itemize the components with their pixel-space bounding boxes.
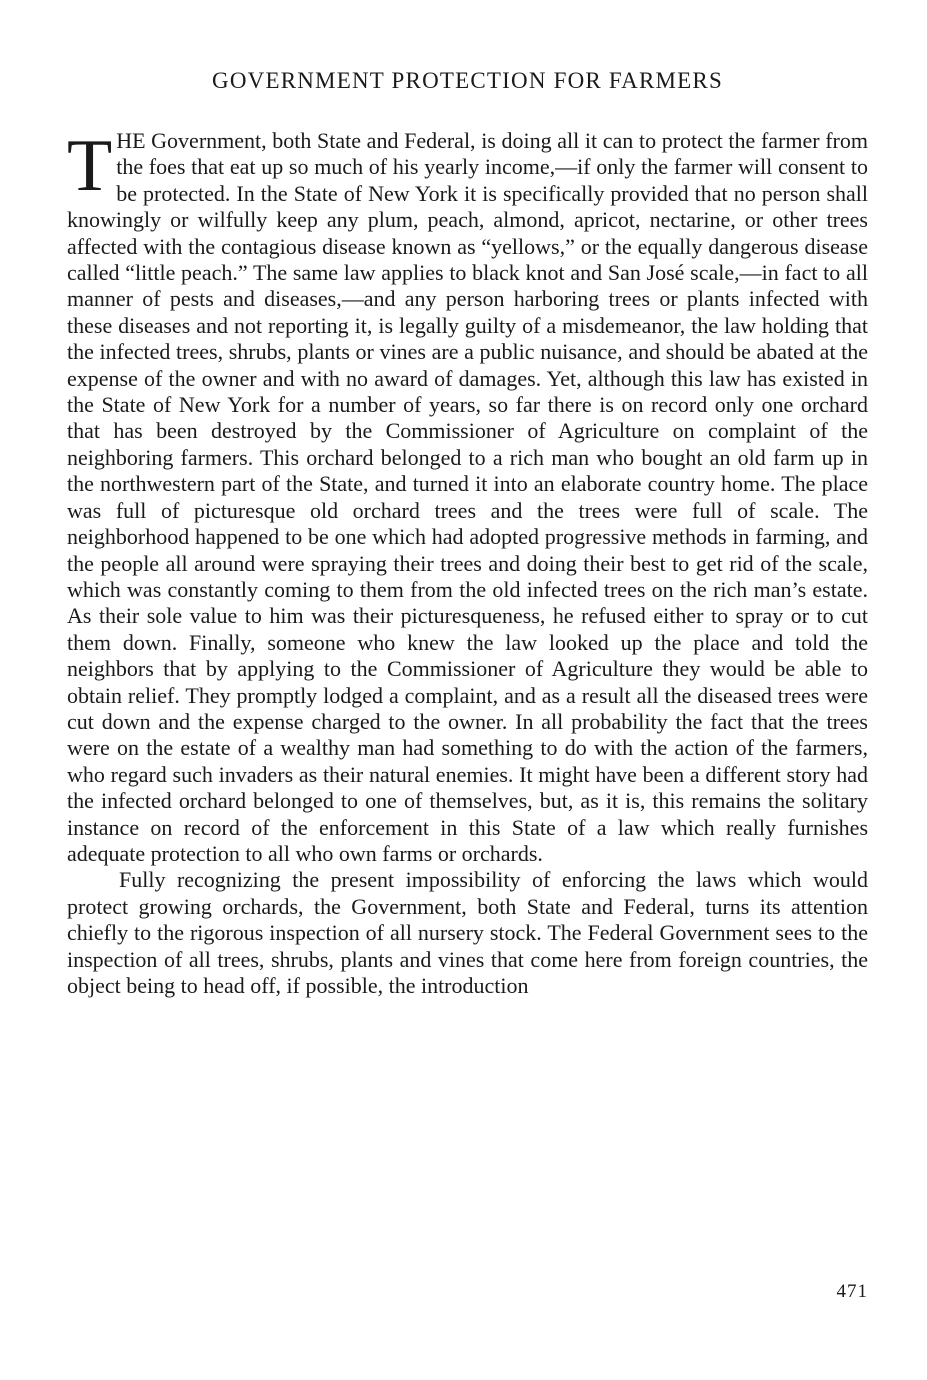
running-head-title: GOVERNMENT PROTECTION FOR FARMERS <box>212 68 723 93</box>
page-number: 471 <box>836 1281 868 1302</box>
paragraph-1-text: HE Government, both State and Federal, is doing all it can to protect the farmer from the foes that eat up so much of his yearly income,—if only the farmer will consent to be protected. In the State of New York it is specifically provided that no person shall knowingly or wilfully keep any plum, peach, almond, apricot, nectarine, or other trees affected with the contagious disease known as “yellows,” or the equally dangerous disease called “little peach.” The same law applies to black knot and San José scale,—in fact to all manner of pests and diseases,—and any person harboring trees or plants infected with these diseases and not reporting it, is legally guilty of a misdemeanor, the law holding that the infected trees, shrubs, plants or vines are a public nuisance, and should be abated at the expense of the owner and with no award of damages. Yet, although this law has existed in the State of New York for a number of years, so far there is on record only one orchard that has been destroyed by the Commissioner of Agriculture on complaint of the neighboring farmers. This orchard belonged to a rich man who bought an old farm up in the northwestern part of the State, and turned it into an elaborate country home. The place was full of picturesque old orchard trees and the trees were full of scale. The neighborhood happened to be one which had adopted progressive methods in farming, and the people all around were spraying their trees and doing their best to get rid of the scale, which was constantly coming to them from the old infected trees on the rich man’s estate. As their sole value to him was their picturesqueness, he refused either to spray or to cut them down. Finally, someone who knew the law looked up the place and told the neighbors that by applying to the Commissioner of Agriculture they would be able to obtain relief. They promptly lodged a complaint, and as a result all the diseased trees were cut down and the expense charged to the owner. In all probability the fact that the trees were on the estate of a wealthy man had something to do with the action of the farmers, who regard such invaders as their natural enemies. It might have been a different story had the infected orchard belonged to one of themselves, but, as it is, this remains the solitary instance on record of the enforcement in this State of a law which really furnishes adequate protection to all who own farms or orchards. <box>67 128 868 866</box>
drop-cap: T <box>67 125 113 207</box>
paragraph-2: Fully recognizing the present impossibility of enforcing the laws which would protect growing orchards, the Government, both State and Federal, turns its attention chiefly to the rigorous inspection of all nursery stock. The Federal Government sees to the inspection of all trees, shrubs, plants and vines that come here from foreign countries, the object being to head off, if possible, the introduction <box>67 867 868 998</box>
article-body <box>67 125 868 999</box>
book-page <box>67 0 868 1380</box>
paragraph-1 <box>67 125 868 867</box>
